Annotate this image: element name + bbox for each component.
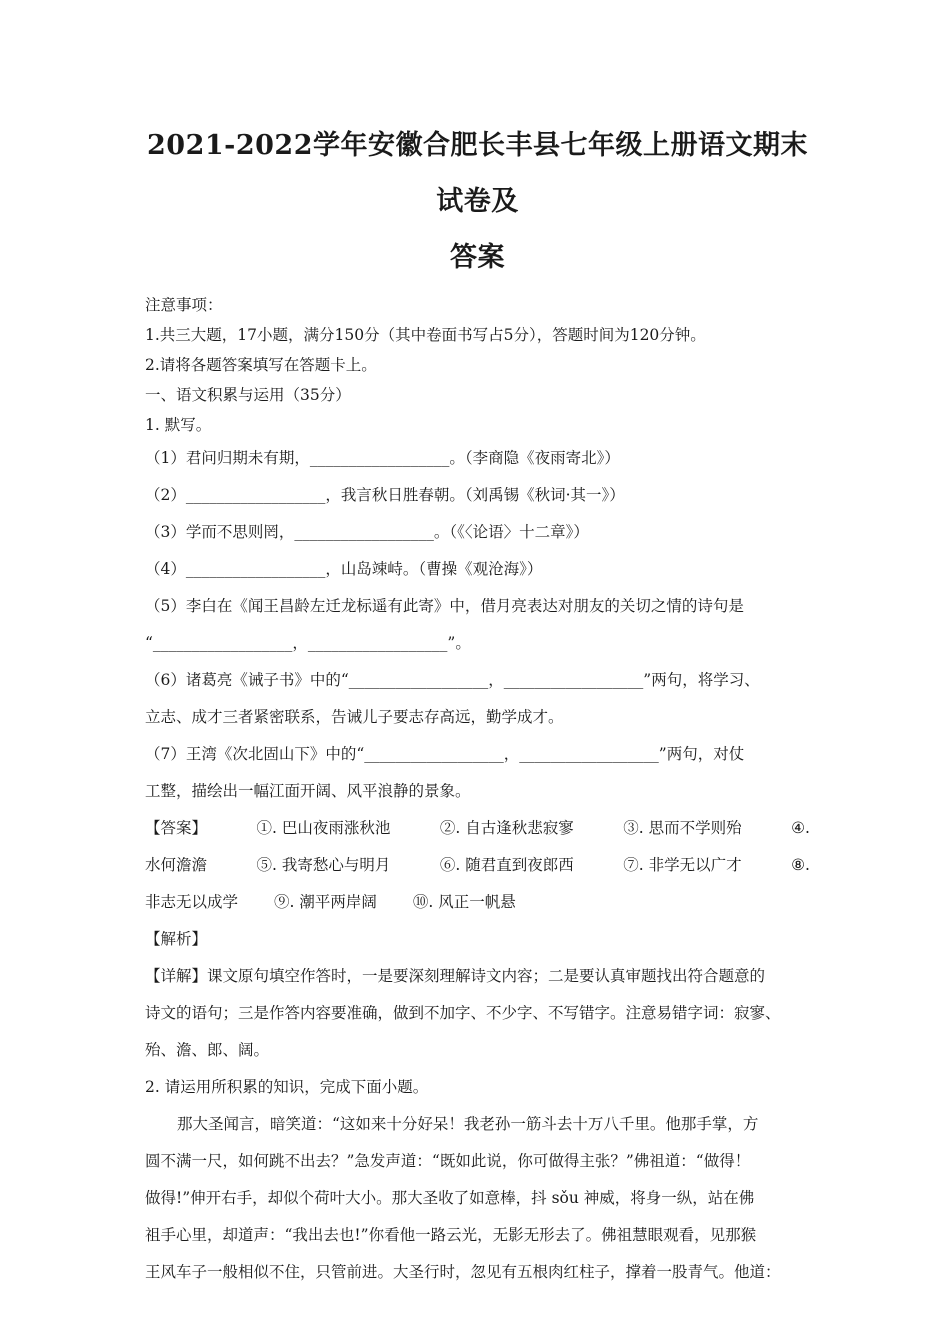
detail-line-1: 【详解】课文原句填空作答时，一是要深刻理解诗文内容；二是要认真审题找出符合题意的 [145,967,766,985]
passage-line: 王风车子一般相似不住，只管前进。大圣行时，忽见有五根肉红柱子，撑着一股青气。他道： [145,1263,781,1281]
answer-item: 水何澹澹 [145,856,208,874]
passage-line: 做得!”伸开右手，却似个荷叶大小。那大圣收了如意棒，抖 sǒu 神威，将身一纵，站在佛 [145,1189,755,1207]
detail-line-3: 殆、澹、郎、阔。 [145,1041,270,1059]
answer-item: ③. 思而不学则殆 [623,819,742,837]
section-1-heading: 一、语文积累与运用（35分） [145,386,351,404]
analysis-label: 【解析】 [145,930,208,948]
answer-item: ⑧. [791,856,810,874]
answer-label: 【答案】 [145,819,208,837]
passage-line: 祖手心里，却道声：“我出去也!”你看他一路云光，无影无形去了。佛祖慧眼观看，见那猴 [145,1226,757,1244]
question-1-3: （3）学而不思则罔，__________________。（《〈论语〉十二章》） [145,523,589,541]
answer-item: ⑩. 风正一帆悬 [412,893,516,911]
question-1-6-line-1: （6）诸葛亮《诫子书》中的“__________________，__________________”两句，将学习、 [145,671,760,689]
question-1-2: （2）__________________，我言秋日胜春朝。（刘禹锡《秋词·其一》） [145,486,625,504]
title-line-2: 答案 [450,242,505,273]
answer-row-2 [145,847,810,884]
answer-item: ⑨. 潮平两岸阔 [274,893,377,911]
question-1: 1. 默写。 [145,416,212,434]
answer-row-1 [145,810,810,847]
question-2: 2. 请运用所积累的知识，完成下面小题。 [145,1078,429,1096]
notes-item-1: 1.共三大题，17小题，满分150分（其中卷面书写占5分），答题时间为120分钟。 [145,326,706,344]
notes-heading: 注意事项： [145,296,223,314]
detail-line-2: 诗文的语句；三是作答内容要准确，做到不加字、不少字、不写错字。注意易错字词：寂寥、 [145,1004,781,1022]
question-1-6-line-2: 立志、成才三者紧密联系，告诫儿子要志存高远，勤学成才。 [145,708,564,726]
answer-block [145,810,810,921]
question-1-7-line-1: （7）王湾《次北固山下》中的“__________________，__________________”两句，对仗 [145,745,745,763]
question-1-5-line-1: （5）李白在《闻王昌龄左迁龙标遥有此寄》中，借月亮表达对朋友的关切之情的诗句是 [145,597,744,615]
document-title [145,118,810,286]
question-1-5-line-2: “__________________，__________________”。 [145,634,471,652]
title-line-1: 2021-2022学年安徽合肥长丰县七年级上册语文期末试卷及 [147,130,808,217]
question-1-7-line-2: 工整，描绘出一幅江面开阔、风平浪静的景象。 [145,782,471,800]
answer-row-3 [145,884,810,921]
question-1-4: （4）__________________，山岛竦峙。（曹操《观沧海》） [145,560,543,578]
passage-line: 圆不满一尺，如何跳不出去？”急发声道：“既如此说，你可做得主张？”佛祖道：“做得！ [145,1152,751,1170]
question-1-1: （1）君问归期未有期，__________________。（李商隐《夜雨寄北》） [145,449,620,467]
answer-item: 非志无以成学 [145,893,239,911]
notes-item-2: 2.请将各题答案填写在答题卡上。 [145,356,377,374]
passage-line: 那大圣闻言，暗笑道：“这如来十分好呆！我老孙一筋斗去十万八千里。他那手掌，方 [177,1115,759,1133]
answer-item: ⑦. 非学无以广才 [623,856,742,874]
answer-item: ⑥. 随君直到夜郎西 [439,856,574,874]
answer-item: ⑤. 我寄愁心与明月 [256,856,391,874]
answer-item: ②. 自古逢秋悲寂寥 [439,819,574,837]
answer-item: ④. [791,819,810,837]
answer-item: ①. 巴山夜雨涨秋池 [256,819,391,837]
